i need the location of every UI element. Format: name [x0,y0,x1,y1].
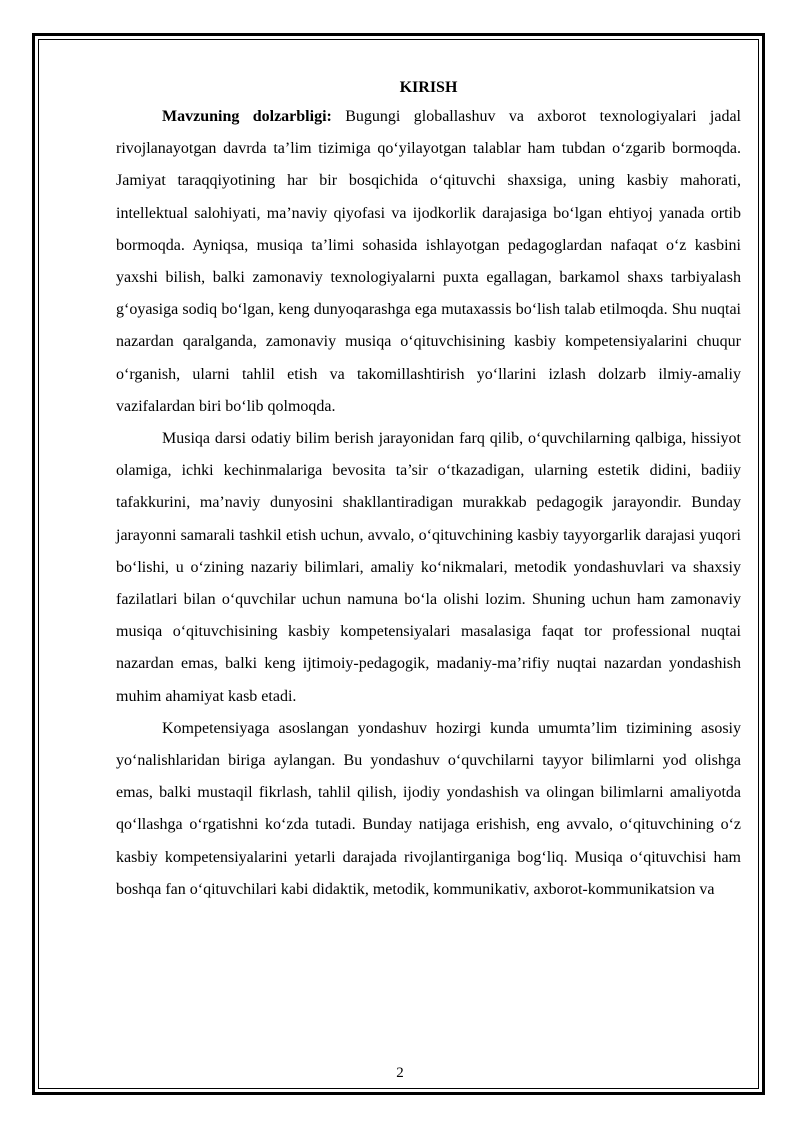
page-number: 2 [396,1065,404,1081]
paragraph-1-lead: Mavzuning dolzarbligi: [162,108,332,125]
paragraph-3: Kompetensiyaga asoslangan yondashuv hozirgi kunda umumta’lim tizimining asosiy yo‘nalishlaridan biriga aylangan. Bu yondashuv o‘quvchilarni tayyor bilimlarni yod olishga emas, balki mustaqil fikrlash, tahlil qilish, ijodiy yondashish va olingan bilimlarni amaliyotda qo‘llashga o‘rgatishni ko‘zda tutadi. Bunday natijaga erishish, eng avvalo, o‘qituvchining o‘z kasbiy kompetensiyalarini yetarli darajada rivojlantirganiga bog‘liq. Musiqa o‘qituvchisi ham boshqa fan o‘qituvchilari kabi didaktik, metodik, kommunikativ, axborot-kommunikatsion va [116,719,741,898]
paragraph-2: Musiqa darsi odatiy bilim berish jarayonidan farq qilib, o‘quvchilarning qalbiga, hissiyot olamiga, ichki kechinmalariga bevosita ta’sir o‘tkazadigan, ularning estetik didini, badiiy tafakkurini, ma’naviy dunyosini shakllantiradigan murakkab pedagogik jarayondir. Bunday jarayonni samarali tashkil etish uchun, avvalo, o‘qituvchining kasbiy tayyorgarlik darajasi yuqori bo‘lishi, u o‘zining nazariy bilimlari, amaliy ko‘nikmalari, metodik yondashuvlari va shaxsiy fazilatlari bilan o‘quvchilar uchun namuna bo‘la olishi lozim. Shuning uchun ham zamonaviy musiqa o‘qituvchisining kasbiy kompetensiyalari masalasiga faqat tor professional nuqtai nazardan emas, balki keng ijtimoiy-pedagogik, madaniy-ma’rifiy nuqtai nazardan yondashish muhim ahamiyat kasb etadi. [116,430,741,705]
document-body [116,75,741,906]
section-heading: KIRISH [399,79,458,96]
paragraph-1-body: Bugungi globallashuv va axborot texnologiyalari jadal rivojlanayotgan davrda ta’lim tizimiga qo‘yilayotgan talablar ham tubdan o‘zgarib bormoqda. Jamiyat taraqqiyotining har bir bosqichida o‘qituvchi shaxsiga, uning kasbiy mahorati, intellektual salohiyati, ma’naviy qiyofasi va ijodkorlik darajasiga bo‘lgan ehtiyoj yanada ortib bormoqda. Ayniqsa, musiqa ta’limi sohasida ishlayotgan pedagoglardan nafaqat o‘z kasbini yaxshi bilish, balki zamonaviy texnologiyalarni puxta egallagan, barkamol shaxs tarbiyalash g‘oyasiga sodiq bo‘lgan, keng dunyoqarashga ega mutaxassis bo‘lish talab etilmoqda. Shu nuqtai nazardan qaralganda, zamonaviy musiqa o‘qituvchisining kasbiy kompetensiyalarini chuqur o‘rganish, ularni tahlil etish va takomillashtirish yo‘llarini izlash dolzarb ilmiy-amaliy vazifalardan biri bo‘lib qolmoqda. [116,108,741,415]
paragraph-1 [116,101,741,423]
